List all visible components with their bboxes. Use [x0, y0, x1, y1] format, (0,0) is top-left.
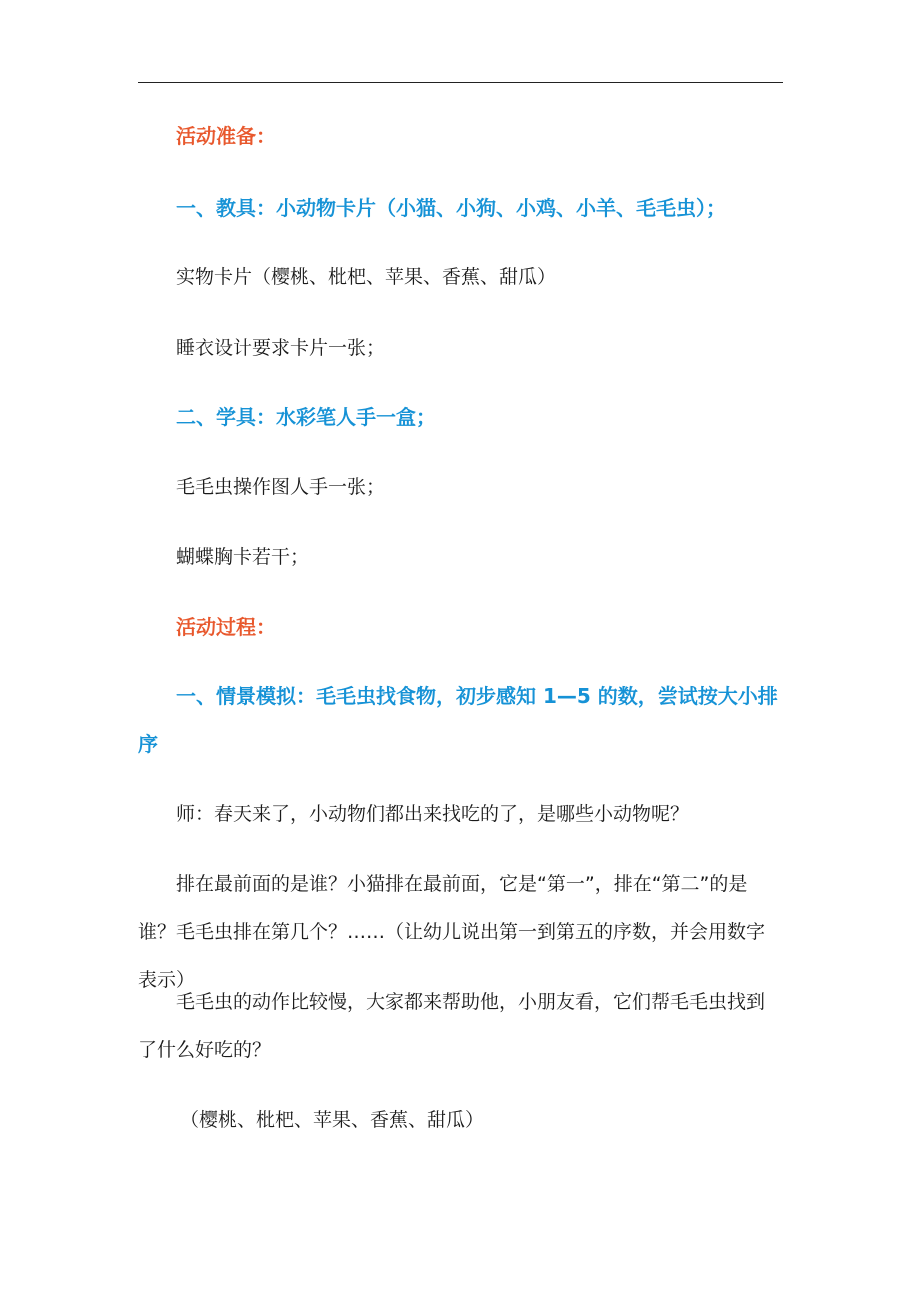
step1-title: 一、情景模拟：毛毛虫找食物，初步感知 1—5 的数，尝试按大小排序	[138, 684, 778, 756]
fruit-cards-text: 实物卡片（樱桃、枇杷、苹果、香蕉、甜瓜）	[176, 266, 557, 288]
activity-prep-heading: 活动准备：	[176, 124, 276, 148]
butterfly-cards-text: 蝴蝶胸卡若干；	[176, 546, 310, 568]
fruit-list-text: （樱桃、枇杷、苹果、香蕉、甜瓜）	[180, 1109, 485, 1131]
learning-tools-heading: 二、学具：水彩笔人手一盒；	[176, 405, 436, 429]
help-paragraph: 毛毛虫的动作比较慢，大家都来帮助他，小朋友看，它们帮毛毛虫找到了什么好吃的？	[138, 991, 766, 1061]
top-divider	[138, 82, 783, 83]
pajama-card-text: 睡衣设计要求卡片一张；	[176, 337, 386, 359]
order-paragraph: 排在最前面的是谁？小猫排在最前面，它是“第一”，排在“第二”的是谁？毛毛虫排在第几个？……（让幼儿说出第一到第五的序数，并会用数字表示）	[138, 873, 766, 991]
caterpillar-sheet-text: 毛毛虫操作图人手一张；	[176, 476, 386, 498]
teacher-line: 师：春天来了，小动物们都出来找吃的了，是哪些小动物呢？	[176, 803, 690, 825]
activity-process-heading: 活动过程：	[176, 615, 276, 639]
teaching-tools-heading: 一、教具：小动物卡片（小猫、小狗、小鸡、小羊、毛毛虫）；	[176, 196, 726, 220]
